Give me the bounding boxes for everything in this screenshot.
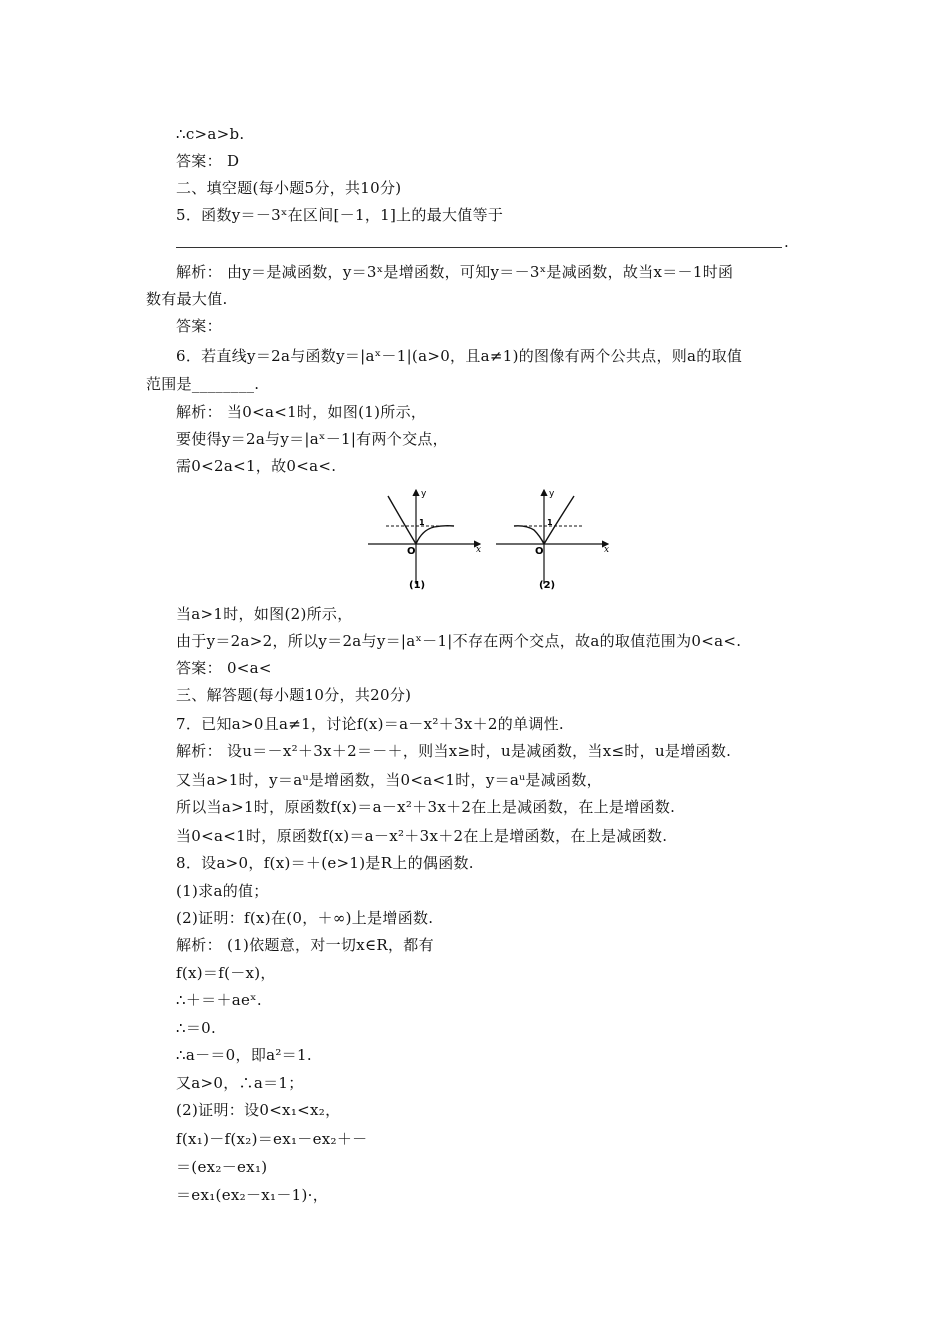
text-line: ∴a－＝0，即a²＝1.	[176, 1046, 312, 1064]
text-line: ∴＝0.	[176, 1019, 217, 1037]
text-line: (2)证明：设0<x₁<x₂，	[176, 1101, 341, 1119]
text-line: 所以当a>1时，原函数f(x)＝a－x²＋3x＋2在上是减函数，在上是增函数.	[176, 798, 676, 816]
question-5: 5．函数y＝－3ˣ在区间[－1，1]上的最大值等于	[176, 206, 504, 224]
text-line: 当a>1时，如图(2)所示，	[176, 605, 353, 623]
text-line: 由于y＝2a>2，所以y＝2a与y＝|aˣ－1|不存在两个交点，故a的取值范围为0<a<.	[176, 632, 742, 650]
text-line: 要使得y＝2a与y＝|aˣ－1|有两个交点，	[176, 430, 448, 448]
origin-label: O	[535, 546, 544, 557]
text-line: ＝ex₁(ex₂－x₁－1)·，	[176, 1186, 328, 1204]
section-heading: 三、解答题(每小题10分，共20分)	[176, 686, 412, 704]
text-line: 解析： 设u＝－x²＋3x＋2＝－＋，则当x≥时，u是减函数，当x≤时，u是增函数.	[176, 742, 732, 760]
text-line: 答案： D	[176, 152, 240, 170]
question-8: 8．设a>0，f(x)＝＋(e>1)是R上的偶函数.	[176, 854, 474, 872]
text-line: 解析： (1)依题意，对一切x∈R，都有	[176, 936, 434, 954]
level-label: 1	[419, 518, 425, 527]
function-graph-svg	[364, 484, 618, 596]
question-7: 7．已知a>0且a≠1，讨论f(x)＝a－x²＋3x＋2的单调性.	[176, 715, 564, 733]
text-line: f(x)＝f(－x)，	[176, 964, 276, 982]
text-line: ＝(ex₂－ex₁)	[176, 1158, 268, 1176]
text-line: 又当a>1时，y＝aᵘ是增函数，当0<a<1时，y＝aᵘ是减函数，	[176, 771, 602, 789]
text-line: 数有最大值.	[146, 290, 228, 308]
answer-blank-line	[176, 247, 782, 248]
question-6: 6．若直线y＝2a与函数y＝|aˣ－1|(a>0，且a≠1)的图像有两个公共点，则a的取值	[176, 347, 743, 365]
text-line: 当0<a<1时，原函数f(x)＝a－x²＋3x＋2在上是增函数，在上是减函数.	[176, 827, 668, 845]
text-line: 又a>0，∴a＝1；	[176, 1074, 304, 1092]
x-axis-label: x	[604, 545, 610, 555]
text-line: ∴＋＝＋aeˣ.	[176, 991, 262, 1009]
text-line: 解析： 当0<a<1时，如图(1)所示，	[176, 403, 427, 421]
function-graph-figure	[364, 484, 618, 596]
origin-label: O	[407, 546, 416, 557]
y-axis-label: y	[421, 489, 427, 499]
figure-caption-2: (2)	[539, 580, 556, 591]
text-line: 需0<2a<1，故0<a<.	[176, 457, 337, 475]
text-line: ∴c>a>b.	[176, 125, 245, 143]
text-line: 解析： 由y＝是减函数，y＝3ˣ是增函数，可知y＝－3ˣ是减函数，故当x＝－1时函	[176, 263, 734, 281]
x-axis-label: x	[476, 545, 482, 555]
text-line: 答案：	[176, 317, 222, 335]
text-line: (1)求a的值；	[176, 882, 269, 900]
section-heading: 二、填空题(每小题5分，共10分)	[176, 179, 402, 197]
text-line: f(x₁)－f(x₂)＝ex₁－ex₂＋－	[176, 1130, 368, 1148]
graph-panel-1	[368, 489, 481, 591]
y-axis-label: y	[549, 489, 555, 499]
figure-caption-1: (1)	[409, 580, 426, 591]
text-line: 范围是________.	[146, 375, 260, 393]
text-line: (2)证明：f(x)在(0，＋∞)上是增函数.	[176, 909, 434, 927]
text-line: 答案： 0<a<	[176, 659, 272, 677]
graph-panel-2	[496, 489, 609, 591]
level-label: 1	[547, 518, 553, 527]
answer-blank-period: .	[784, 233, 789, 251]
